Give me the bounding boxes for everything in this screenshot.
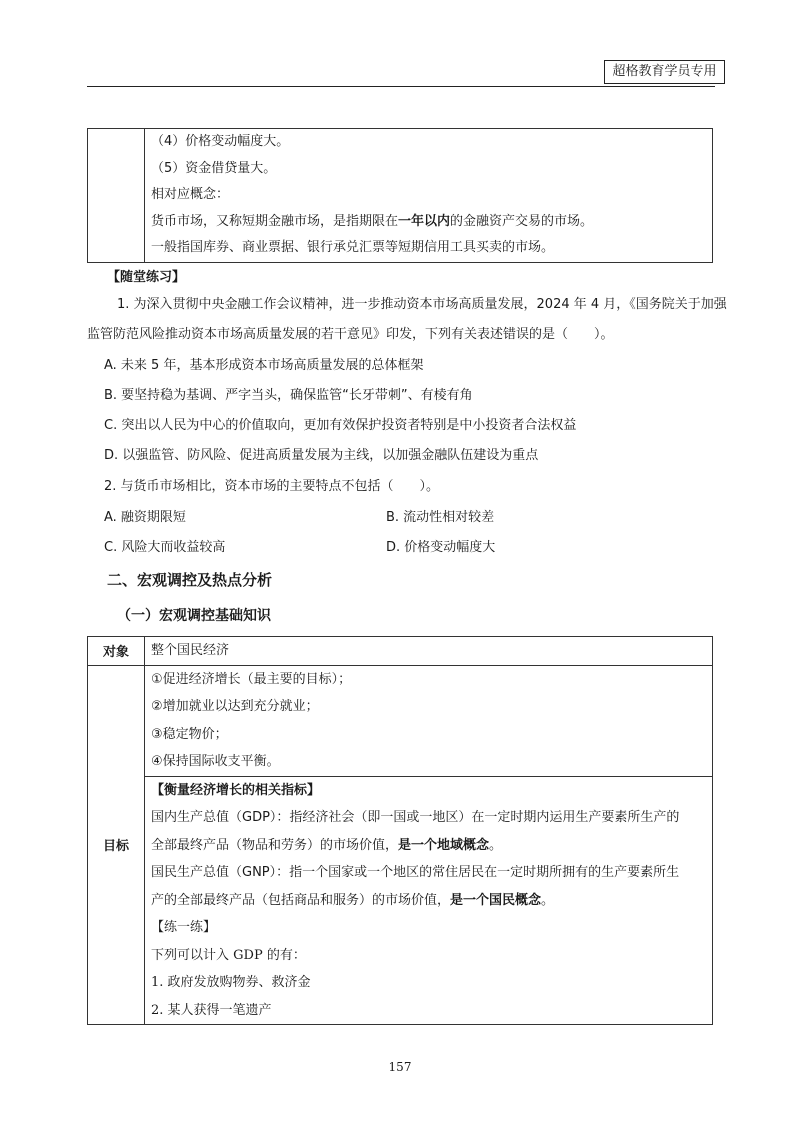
question-1-line-1: 1. 为深入贯彻中央金融工作会议精神，进一步推动资本市场高质量发展，2024 年 4 月，《国务院关于加强 — [117, 297, 727, 312]
exercise-line: 下列可以计入 GDP 的有： — [151, 947, 306, 963]
question-2-option-c: C. 风险大而收益较高 — [104, 540, 226, 555]
header-divider — [87, 86, 715, 87]
goal-item: ④保持国际收支平衡。 — [151, 754, 280, 769]
money-market-table — [87, 128, 713, 263]
question-2-option-d: D. 价格变动幅度大 — [386, 540, 496, 555]
gnp-definition-line-2: 产的全部最终产品（包括商品和服务）的市场价值，是一个国民概念。 — [151, 892, 555, 908]
practice-label: 【随堂练习】 — [107, 270, 186, 285]
goals-list — [145, 666, 712, 777]
object-label: 对象 — [88, 637, 145, 666]
indicator-title: 【衡量经济增长的相关指标】 — [151, 782, 321, 798]
exercise-line: 1. 政府发放购物券、救济金 — [151, 975, 311, 990]
exercise-line: 2. 某人获得一笔遗产 — [151, 1002, 272, 1018]
question-1-option-d: D. 以强监管、防风险、促进高质量发展为主线，以加强金融队伍建设为重点 — [104, 448, 539, 463]
header-label: 超格教育学员专用 — [604, 60, 725, 84]
section-2-title: 二、宏观调控及热点分析 — [107, 571, 273, 589]
table-line: （5）资金借贷量大。 — [151, 160, 277, 176]
question-2-option-a: A. 融资期限短 — [104, 510, 186, 525]
macro-control-table — [87, 636, 713, 1025]
goal-label: 目标 — [88, 665, 145, 1025]
question-1-option-b: B. 要坚持稳为基调、严字当头，确保监管“长牙带刺”、有棱有角 — [104, 388, 473, 403]
question-2: 2. 与货币市场相比，资本市场的主要特点不包括（ ）。 — [104, 479, 440, 494]
goal-item: ③稳定物价； — [151, 726, 228, 742]
question-1-option-c: C. 突出以人民为中心的价值取向，更加有效保护投资者特别是中小投资者合法权益 — [104, 418, 577, 433]
gdp-definition-line-2: 全部最终产品（物品和劳务）的市场价值，是一个地域概念。 — [151, 837, 503, 853]
table-line: 一般指国库券、商业票据、银行承兑汇票等短期信用工具买卖的市场。 — [151, 240, 555, 255]
object-value: 整个国民经济 — [151, 643, 230, 658]
exercise-title: 【练一练】 — [151, 920, 217, 935]
table-left-cell — [88, 129, 145, 263]
table-content-cell — [145, 129, 713, 263]
money-market-definition: 货币市场，又称短期金融市场，是指期限在一年以内的金融资产交易的市场。 — [151, 213, 594, 229]
table-line: 相对应概念： — [151, 187, 230, 202]
subsection-1-title: （一）宏观调控基础知识 — [117, 608, 271, 624]
gnp-definition-line-1: 国民生产总值（GNP）：指一个国家或一个地区的常住居民在一定时期所拥有的生产要素所生 — [151, 865, 680, 880]
goal-content-cell — [145, 665, 713, 1025]
page-number: 157 — [388, 1060, 412, 1074]
indicators-block — [145, 777, 712, 1025]
gdp-definition-line-1: 国内生产总值（GDP）：指经济社会（即一国或一地区）在一定时期内运用生产要素所生产的 — [151, 810, 680, 825]
question-1-line-2: 监管防范风险推动资本市场高质量发展的若干意见》印发，下列有关表述错误的是（ ）。 — [87, 327, 614, 342]
goal-item: ①促进经济增长（最主要的目标）； — [151, 671, 352, 687]
table-line: （4）价格变动幅度大。 — [151, 134, 290, 149]
object-value-cell — [145, 637, 713, 666]
goal-item: ②增加就业以达到充分就业； — [151, 699, 319, 714]
question-1-option-a: A. 未来 5 年，基本形成资本市场高质量发展的总体框架 — [104, 358, 424, 373]
question-2-option-b: B. 流动性相对较差 — [386, 510, 495, 525]
